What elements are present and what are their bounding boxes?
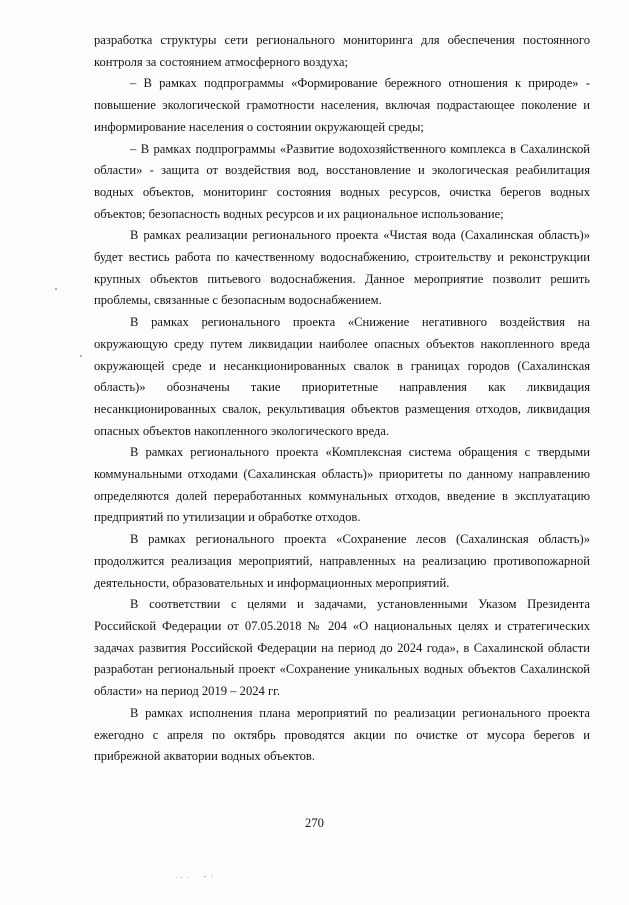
- paragraph-air-monitoring: разработка структуры сети регионального мониторинга для обеспечения постоянного контроля за состоянием атмосферного воздуха;: [94, 33, 590, 69]
- scan-speck: [204, 876, 206, 877]
- paragraph-forests: В рамках регионального проекта «Сохранение лесов (Сахалинская область)» продолжится реализация мероприятий, направленных на реализацию противопожарной деятельности, образовательных и информационных мероприятий.: [94, 532, 590, 590]
- scan-speck: [176, 877, 177, 878]
- scan-speck: [181, 877, 182, 878]
- paragraph-clean-water: В рамках реализации регионального проекта «Чистая вода (Сахалинская область)» будет вестись работа по качественному водоснабжению, строительству и реконструкции крупных объектов питьевого водоснабжения. Данное мероприятие позволит решить проблемы, связанные с безопасным водоснабжением.: [94, 228, 590, 308]
- paragraph-solid-waste: В рамках регионального проекта «Комплексная система обращения с твердыми коммунальными отходами (Сахалинская область)» приоритеты по данному направлению определяются долей переработанных коммунальных отходов, введение в эксплуатацию предприятий по утилизации и обработке отходов.: [94, 445, 590, 525]
- page-number: 270: [305, 816, 324, 830]
- page-body: [94, 30, 590, 768]
- scan-speck: [55, 288, 57, 290]
- scan-speck: [80, 355, 82, 357]
- scan-speck: [212, 876, 213, 877]
- paragraph-subprogram-water-complex: – В рамках подпрограммы «Развитие водохозяйственного комплекса в Сахалинской области» - защита от воздействия вод, восстановление и экологическая реабилитация водных объектов, мониторинг состояния водных ресурсов, очистка берегов водных объектов; безопасность водных ресурсов и их рациональное использование;: [94, 141, 590, 221]
- paragraph-presidential-decree: В соответствии с целями и задачами, установленными Указом Президента Российской Федерации от 07.05.2018 № 204 «О национальных целях и стратегических задачах развития Российской Федерации на период до 2024 года», в Сахалинской области разработан региональный проект «Сохранение уникальных водных объектов Сахалинской области» на период 2019 – 2024 гг.: [94, 597, 590, 699]
- paragraph-subprogram-nature: – В рамках подпрограммы «Формирование бережного отношения к природе» - повышение экологической грамотности населения, включая подрастающее поколение и информирование населения о состоянии окружающей среды;: [94, 76, 590, 134]
- paragraph-cleanup-actions: В рамках исполнения плана мероприятий по реализации регионального проекта ежегодно с апреля по октябрь проводятся акции по очистке от мусора берегов и прибрежной акватории водных объектов.: [94, 705, 590, 764]
- scan-speck: [187, 877, 188, 878]
- paragraph-negative-impact: В рамках регионального проекта «Снижение негативного воздействия на окружающую среду путем ликвидации наиболее опасных объектов накопленного вреда окружающей среде и несанкционированных свалок в границах городов (Сахалинская область)» обозначены такие приоритетные направления как ликвидация несанкционированных свалок, рекультивация объектов размещения отходов, ликвидация опасных объектов накопленного экологического вреда.: [94, 315, 590, 438]
